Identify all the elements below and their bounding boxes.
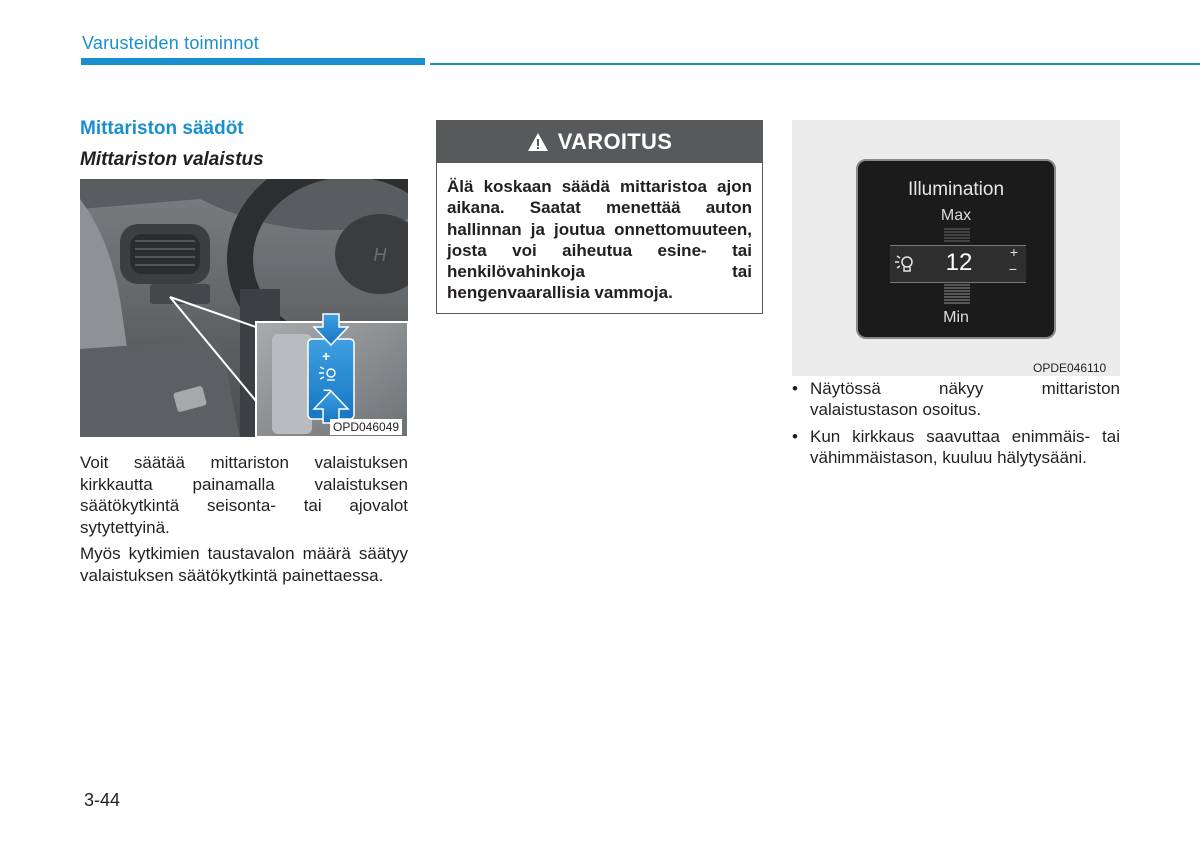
section-heading: Mittariston säädöt (80, 118, 244, 139)
bullet-icon: • (792, 379, 798, 398)
dashboard-switch-photo (80, 179, 408, 437)
cluster-screen (856, 159, 1056, 339)
illumination-icon (894, 252, 918, 276)
switch-plus-label: + (322, 348, 331, 364)
header-rule-thick (81, 58, 425, 65)
cluster-display-image (792, 120, 1120, 376)
lower-level-ticks (942, 283, 972, 307)
list-item (792, 426, 1120, 468)
plus-symbol: + (1009, 244, 1018, 260)
warning-title: VAROITUS (557, 129, 673, 154)
illumination-title: Illumination (907, 179, 1005, 200)
svg-text:H: H (373, 245, 387, 265)
warning-box (436, 120, 763, 314)
paragraph: Voit säätää mittariston valaistuksen kirkkautta painamalla valaistuksen säätökytkintä seisonta- tai ajovalot sytytettyinä. (80, 453, 408, 537)
list-item-text: Näytössä näkyy mittariston valaistustason osoitus. (810, 379, 1120, 419)
minus-symbol: − (1008, 261, 1017, 277)
min-label: Min (943, 309, 969, 326)
paragraph: Myös kytkimien taustavalon määrä säätyy valaistuksen säätökytkintä painettaessa. (80, 544, 408, 585)
level-bar (890, 245, 1026, 283)
list-item-text: Kun kirkkaus saavuttaa enimmäis- tai vähimmäistason, kuuluu hälytysääni. (810, 427, 1120, 467)
bullet-icon: • (792, 427, 798, 446)
cluster-image-code: OPDE046110 (1033, 361, 1107, 375)
subsection-heading: Mittariston valaistus (80, 149, 264, 170)
bullet-list (792, 378, 1120, 474)
switch-minus-label: − (323, 382, 332, 398)
upper-level-ticks (942, 227, 972, 243)
warning-triangle-icon (527, 132, 549, 152)
warning-header (437, 121, 762, 163)
page-number: 3-44 (84, 790, 121, 810)
photo-code: OPD046049 (330, 419, 402, 435)
header-rule-thin (430, 63, 1200, 65)
section-title: Varusteiden toiminnot (82, 33, 259, 53)
warning-text: Älä koskaan säädä mittaristoa ajon aikana. Saatat menettää auton hallinnan ja joutua onnettomuuteen, josta voi aiheutua esine- tai henkilövahinkoja tai hengenvaarallisia vammoja. (447, 177, 752, 303)
max-label: Max (940, 207, 972, 224)
illumination-value: 12 (945, 249, 973, 276)
list-item (792, 378, 1120, 420)
